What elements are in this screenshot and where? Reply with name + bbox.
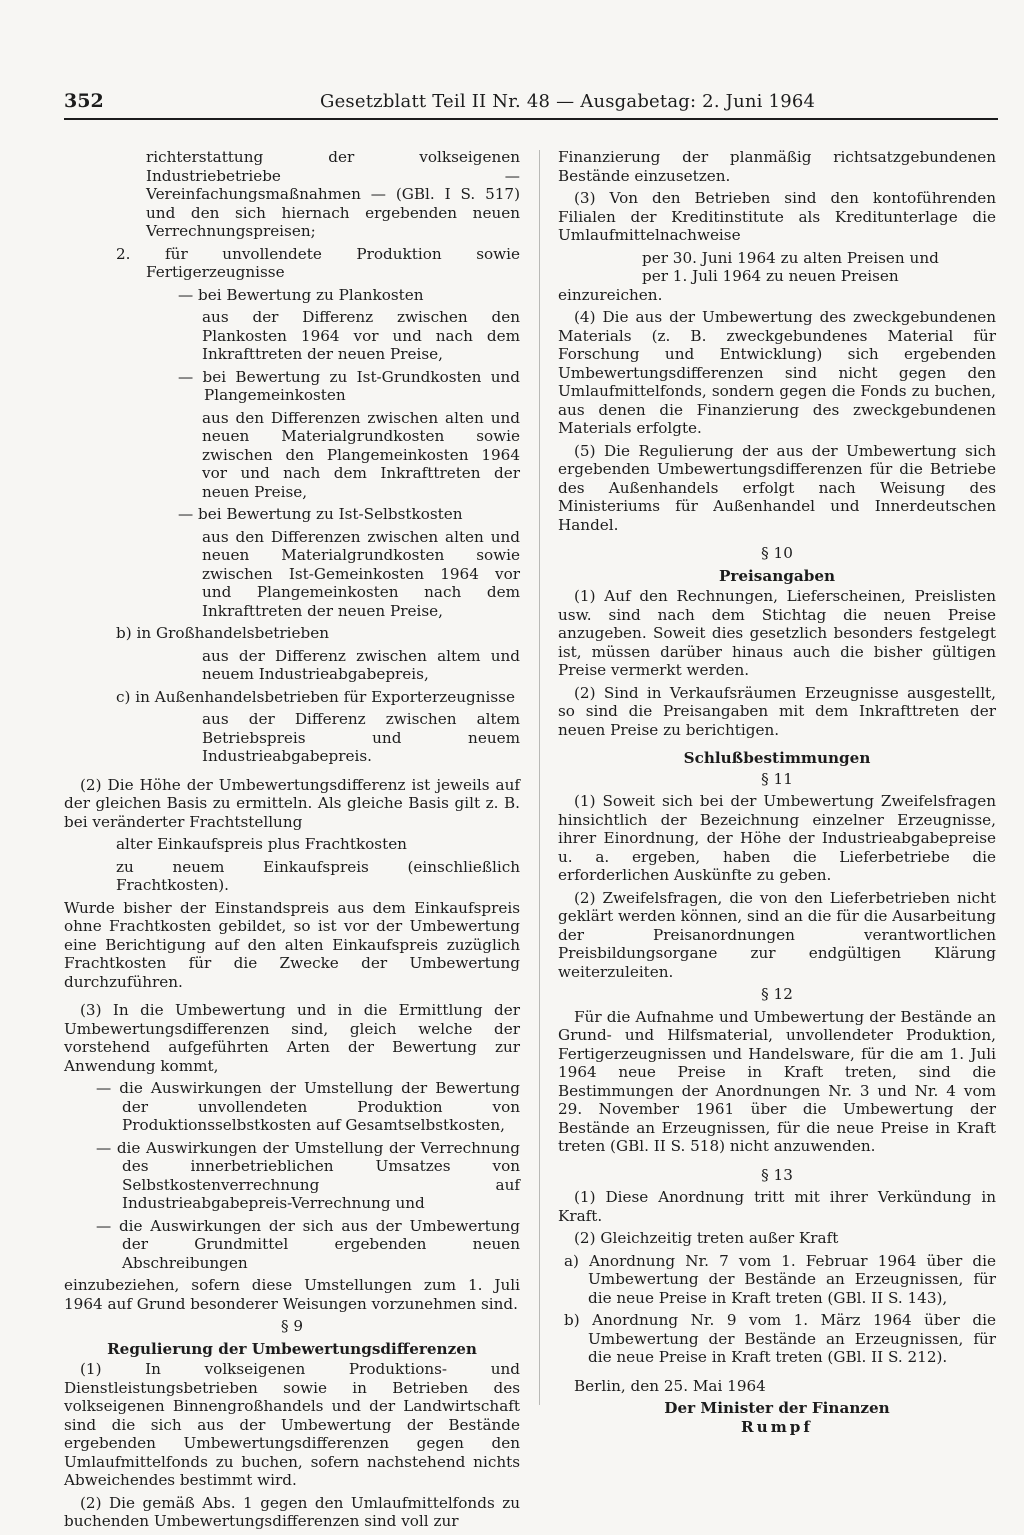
- paragraph: (1) Soweit sich bei der Umbewertung Zweifelsfragen hinsichtlich der Bezeichnung einzelner Erzeugnisse, ihrer Einordnung, der Höhe der Industrieabgabepreise u. a. ergeben, haben die Lieferbetriebe die erforderlichen Auskünfte zu geben.: [558, 792, 996, 884]
- section-number: § 10: [761, 544, 793, 562]
- list-item: b) Anordnung Nr. 9 vom 1. März 1964 über die Umbewertung der Bestände an Erzeugnissen, für die neue Preise in Kraft treten (GBl. II S. 212).: [564, 1311, 996, 1366]
- list-item: — bei Bewertung zu Ist-Selbstkosten: [178, 505, 463, 523]
- section-number: § 13: [761, 1165, 793, 1184]
- list-item: a) Anordnung Nr. 7 vom 1. Februar 1964 über die Umbewertung der Bestände an Erzeugnissen, für die neue Preise in Kraft treten (GBl. II S. 143),: [564, 1251, 996, 1307]
- paragraph: (3) In die Umbewertung und in die Ermittlung der Umbewertungsdifferenzen sind, gleich welche der vorstehend aufgeführten Arten der Bewertung zur Anwendung kommt,: [64, 1001, 520, 1075]
- list-item: c) in Außenhandelsbetrieben für Exporterzeugnisse: [116, 687, 515, 706]
- paragraph: Wurde bisher der Einstandspreis aus dem Einkaufspreis ohne Frachtkosten gebildet, so ist vor der Umbewertung eine Berichtigung auf den alten Einkaufspreis zuzüglich Frachtkosten für die Zwecke der Umbewertung durchzuführen.: [64, 898, 520, 991]
- paragraph: (4) Die aus der Umbewertung des zweckgebundenen Materials (z. B. zweckgebundenes Material für Forschung und Entwicklung) sich ergebenden Umbewertungsdifferenzen sind nicht gegen den Umlaufmittelfonds, sondern gegen die Fonds zu buchen, aus denen die Finanzierung des zweckgebundenen Materials erfolgte.: [558, 308, 996, 437]
- paragraph: Für die Aufnahme und Umbewertung der Bestände an Grund- und Hilfsmaterial, unvollendeter Produktion, Fertigerzeugnissen und Handelsware, für die am 1. Juli 1964 neue Preise in Kraft treten, sind die Bestimmungen der Anordnungen Nr. 3 und Nr. 4 vom 29. November 1961 über die Umbewertung der Bestände an Erzeugnissen, für die neue Preise in Kraft treten (GBl. II S. 518) nicht anzuwenden.: [558, 1007, 996, 1155]
- paragraph: per 30. Juni 1964 zu alten Preisen und: [642, 248, 939, 267]
- paragraph: zu neuem Einkaufspreis (einschließlich Frachtkosten).: [116, 857, 520, 894]
- signatory-title: Der Minister der Finanzen: [664, 1399, 890, 1417]
- paragraph: Finanzierung der planmäßig richtsatzgebundenen Bestände einzusetzen.: [558, 148, 996, 185]
- left-column: [64, 148, 520, 1535]
- paragraph: (2) Zweifelsfragen, die von den Lieferbetrieben nicht geklärt werden können, sind an die für die Ausarbeitung der Preisanordnungen verantwortlichen Preisbildungsorgane zur endgültigen Klärung weiterzuleiten.: [558, 888, 996, 981]
- paragraph: (5) Die Regulierung der aus der Umbewertung sich ergebenden Umbewertungsdifferenzen für die Betriebe des Außenhandels erfolgt nach Weisung des Ministeriums für Außenhandel und Innerdeutschen Handel.: [558, 441, 996, 534]
- paragraph: alter Einkaufspreis plus Frachtkosten: [116, 835, 407, 853]
- section-number: § 11: [761, 769, 793, 788]
- section-heading: Regulierung der Umbewertungsdifferenzen: [107, 1339, 477, 1358]
- list-item: — die Auswirkungen der Umstellung der Bewertung der unvollendeten Produktion von Produktionsselbstkosten auf Gesamtselbstkosten,: [96, 1079, 520, 1134]
- signature-date: Berlin, den 25. Mai 1964: [574, 1376, 766, 1395]
- paragraph: aus den Differenzen zwischen alten und neuen Materialgrundkosten sowie zwischen den Plangemeinkosten 1964 vor und nach dem Inkrafttreten der neuen Preise,: [202, 408, 520, 501]
- section-heading: Preisangaben: [718, 566, 836, 585]
- paragraph: per 1. Juli 1964 zu neuen Preisen: [642, 267, 899, 285]
- paragraph: aus den Differenzen zwischen alten und neuen Materialgrundkosten sowie zwischen Ist-Gemeinkosten 1964 vor und Plangemeinkosten nach dem Inkrafttreten der neuen Preise,: [202, 527, 520, 620]
- section-number: § 12: [761, 985, 793, 1003]
- paragraph: (3) Von den Betrieben sind den kontoführenden Filialen der Kreditinstitute als Kreditunterlage die Umlaufmittelnachweise: [558, 189, 996, 244]
- paragraph: richterstattung der volkseigenen Industriebetriebe — Vereinfachungsmaßnahmen — (GBl. I S. 517) und den sich hiernach ergebenden neuen Verrechnungspreisen;: [146, 148, 520, 240]
- paragraph: aus der Differenz zwischen altem Betriebspreis und neuem Industrieabgabepreis.: [202, 710, 520, 765]
- list-item: — bei Bewertung zu Plankosten: [178, 285, 424, 304]
- paragraph: (1) In volkseigenen Produktions- und Dienstleistungsbetrieben sowie in Betrieben des volkseigenen Binnengroßhandels und der Landwirtschaft sind die sich aus der Umbewertung der Bestände ergebenden Umbewertungsdifferenzen gegen den Umlaufmittelfonds zu buchen, sofern nachstehend nichts Abweichendes bestimmt wird.: [64, 1360, 520, 1489]
- page-header: [64, 88, 998, 120]
- paragraph: einzubeziehen, sofern diese Umstellungen zum 1. Juli 1964 auf Grund besonderer Weisungen vorzunehmen sind.: [64, 1276, 520, 1313]
- paragraph: einzureichen.: [558, 285, 663, 304]
- signatory-name: Rumpf: [741, 1417, 813, 1436]
- paragraph: aus der Differenz zwischen den Plankosten 1964 vor und nach dem Inkrafttreten der neuen Preise,: [202, 308, 520, 363]
- paragraph: (2) Die gemäß Abs. 1 gegen den Umlaufmittelfonds zu buchenden Umbewertungsdifferenzen sind voll zur: [64, 1493, 520, 1530]
- paragraph: (2) Die Höhe der Umbewertungsdifferenz ist jeweils auf der gleichen Basis zu ermitteln. Als gleiche Basis gilt z. B. bei veränderter Frachtstellung: [64, 775, 520, 831]
- paragraph: aus der Differenz zwischen altem und neuem Industrieabgabepreis,: [202, 646, 520, 683]
- paragraph: (2) Gleichzeitig treten außer Kraft: [574, 1229, 839, 1247]
- paragraph: (1) Diese Anordnung tritt mit ihrer Verkündung in Kraft.: [558, 1188, 996, 1225]
- list-item: — die Auswirkungen der Umstellung der Verrechnung des innerbetrieblichen Umsatzes von Selbstkostenverrechnung auf Industrieabgabepreis-Verrechnung und: [96, 1138, 520, 1212]
- paragraph: 2. für unvollendete Produktion sowie Fertigerzeugnisse: [116, 244, 520, 281]
- page-number: 352: [64, 90, 104, 112]
- list-item: — bei Bewertung zu Ist-Grundkosten und Plangemeinkosten: [178, 367, 520, 404]
- list-item: b) in Großhandelsbetrieben: [116, 624, 330, 642]
- list-item: — die Auswirkungen der sich aus der Umbewertung der Grundmittel ergebenden neuen Abschreibungen: [96, 1216, 520, 1272]
- section-heading: Schlußbestimmungen: [683, 749, 871, 767]
- running-head: Gesetzblatt Teil II Nr. 48 — Ausgabetag: 2. Juni 1964: [320, 91, 816, 112]
- right-column: [558, 148, 996, 1436]
- section-number: § 9: [280, 1317, 304, 1335]
- paragraph: (1) Auf den Rechnungen, Lieferscheinen, Preislisten usw. sind nach dem Stichtag die neuen Preise anzugeben. Soweit dies gesetzlich besonders festgelegt ist, müssen darüber hinaus auch die bisher gültigen Preise vermerkt werden.: [558, 587, 996, 679]
- paragraph: (2) Sind in Verkaufsräumen Erzeugnisse ausgestellt, so sind die Preisangaben mit dem Inkrafttreten der neuen Preise zu berichtigen.: [558, 683, 996, 739]
- column-divider: [539, 150, 540, 1405]
